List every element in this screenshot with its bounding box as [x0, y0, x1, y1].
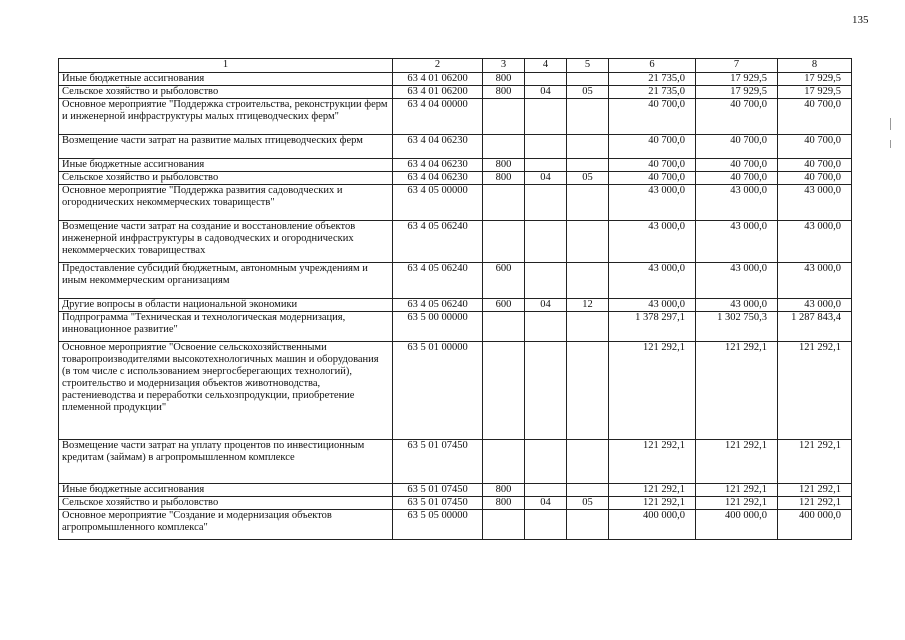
row-name: Сельское хозяйство и рыболовство — [59, 172, 393, 185]
row-v7: 43 000,0 — [696, 221, 778, 263]
row-c3 — [483, 312, 525, 342]
row-code: 63 4 01 06200 — [393, 86, 483, 99]
row-code: 63 4 05 06240 — [393, 299, 483, 312]
row-v6: 21 735,0 — [609, 86, 696, 99]
budget-table — [58, 58, 852, 540]
table-row — [59, 312, 852, 342]
header-cell: 1 — [59, 59, 393, 73]
row-c5 — [567, 135, 609, 159]
row-v8: 400 000,0 — [778, 510, 852, 540]
table-row — [59, 185, 852, 221]
row-code: 63 4 04 06230 — [393, 135, 483, 159]
row-c3: 800 — [483, 484, 525, 497]
row-name: Сельское хозяйство и рыболовство — [59, 497, 393, 510]
row-c5: 05 — [567, 86, 609, 99]
table-row — [59, 159, 852, 172]
row-v8: 17 929,5 — [778, 86, 852, 99]
row-name: Возмещение части затрат на уплату процентов по инвестиционным кредитам (займам) в агропромышленном комплексе — [59, 440, 393, 484]
table-row — [59, 484, 852, 497]
row-v6: 43 000,0 — [609, 299, 696, 312]
row-c3: 800 — [483, 159, 525, 172]
row-v6: 40 700,0 — [609, 172, 696, 185]
table-row — [59, 86, 852, 99]
row-code: 63 5 01 07450 — [393, 484, 483, 497]
row-code: 63 5 01 07450 — [393, 497, 483, 510]
row-v6: 40 700,0 — [609, 159, 696, 172]
row-c5: 05 — [567, 172, 609, 185]
row-name: Иные бюджетные ассигнования — [59, 73, 393, 86]
row-c4 — [525, 73, 567, 86]
row-c3: 800 — [483, 86, 525, 99]
row-v8: 121 292,1 — [778, 342, 852, 440]
table-row — [59, 263, 852, 299]
row-c4 — [525, 263, 567, 299]
row-v7: 40 700,0 — [696, 159, 778, 172]
table-row — [59, 510, 852, 540]
header-cell: 6 — [609, 59, 696, 73]
row-name: Иные бюджетные ассигнования — [59, 484, 393, 497]
row-c4 — [525, 135, 567, 159]
row-v7: 121 292,1 — [696, 497, 778, 510]
row-v6: 43 000,0 — [609, 185, 696, 221]
row-name: Основное мероприятие "Поддержка развития садоводческих и огороднических некоммерческих товариществ" — [59, 185, 393, 221]
row-v7: 400 000,0 — [696, 510, 778, 540]
row-c3 — [483, 440, 525, 484]
row-name: Основное мероприятие "Освоение сельскохозяйственными товаропроизводителями высокотехнологичных машин и оборудования (в том числе с использованием энергосберегающих технологий), строительство и модернизация объектов животноводства, растениеводства и переработки сельхозпродукции, приобретение племенной продукции" — [59, 342, 393, 440]
row-code: 63 5 00 00000 — [393, 312, 483, 342]
header-cell: 4 — [525, 59, 567, 73]
header-cell: 7 — [696, 59, 778, 73]
row-c4 — [525, 484, 567, 497]
table-row — [59, 99, 852, 135]
row-v8: 40 700,0 — [778, 135, 852, 159]
row-code: 63 5 05 00000 — [393, 510, 483, 540]
row-v7: 40 700,0 — [696, 99, 778, 135]
row-c4 — [525, 159, 567, 172]
row-name: Основное мероприятие "Поддержка строительства, реконструкции ферм и инженерной инфраструктуры малых птицеводческих ферм" — [59, 99, 393, 135]
row-c4: 04 — [525, 86, 567, 99]
row-v6: 43 000,0 — [609, 263, 696, 299]
row-code: 63 4 05 06240 — [393, 221, 483, 263]
row-c4 — [525, 221, 567, 263]
row-v7: 121 292,1 — [696, 484, 778, 497]
row-c5 — [567, 342, 609, 440]
row-v8: 43 000,0 — [778, 263, 852, 299]
row-v7: 43 000,0 — [696, 185, 778, 221]
row-v8: 43 000,0 — [778, 221, 852, 263]
header-cell: 2 — [393, 59, 483, 73]
row-name: Возмещение части затрат на развитие малых птицеводческих ферм — [59, 135, 393, 159]
row-code: 63 4 04 00000 — [393, 99, 483, 135]
row-c5: 05 — [567, 497, 609, 510]
row-c5 — [567, 484, 609, 497]
row-v8: 40 700,0 — [778, 172, 852, 185]
row-v7: 17 929,5 — [696, 73, 778, 86]
row-c3 — [483, 185, 525, 221]
row-v6: 121 292,1 — [609, 497, 696, 510]
row-v6: 121 292,1 — [609, 342, 696, 440]
row-c5 — [567, 221, 609, 263]
row-v8: 43 000,0 — [778, 299, 852, 312]
row-v8: 40 700,0 — [778, 159, 852, 172]
row-v6: 400 000,0 — [609, 510, 696, 540]
row-c3: 800 — [483, 497, 525, 510]
row-name: Возмещение части затрат на создание и восстановление объектов инженерной инфраструктуры в садоводческих и огороднических некоммерческих товариществах — [59, 221, 393, 263]
table-row — [59, 135, 852, 159]
row-v6: 121 292,1 — [609, 484, 696, 497]
row-c3: 600 — [483, 299, 525, 312]
row-c5 — [567, 185, 609, 221]
table-row — [59, 73, 852, 86]
row-c4: 04 — [525, 497, 567, 510]
row-c3: 800 — [483, 73, 525, 86]
row-c3 — [483, 135, 525, 159]
row-v8: 1 287 843,4 — [778, 312, 852, 342]
header-row — [59, 59, 852, 73]
row-c4 — [525, 440, 567, 484]
row-c4 — [525, 510, 567, 540]
table-row — [59, 497, 852, 510]
row-name: Иные бюджетные ассигнования — [59, 159, 393, 172]
row-code: 63 4 04 06230 — [393, 159, 483, 172]
row-c4: 04 — [525, 299, 567, 312]
row-c4: 04 — [525, 172, 567, 185]
row-v6: 21 735,0 — [609, 73, 696, 86]
row-v7: 17 929,5 — [696, 86, 778, 99]
table-row — [59, 342, 852, 440]
row-v8: 121 292,1 — [778, 484, 852, 497]
row-v7: 40 700,0 — [696, 172, 778, 185]
row-v8: 17 929,5 — [778, 73, 852, 86]
row-c5 — [567, 312, 609, 342]
row-v6: 40 700,0 — [609, 99, 696, 135]
row-c3: 800 — [483, 172, 525, 185]
table-row — [59, 221, 852, 263]
header-cell: 3 — [483, 59, 525, 73]
row-v8: 121 292,1 — [778, 440, 852, 484]
header-cell: 5 — [567, 59, 609, 73]
row-c5 — [567, 159, 609, 172]
row-name: Основное мероприятие "Создание и модернизация объектов агропромышленного комплекса" — [59, 510, 393, 540]
row-v7: 43 000,0 — [696, 263, 778, 299]
row-name: Подпрограмма "Техническая и технологическая модернизация, инновационное развитие" — [59, 312, 393, 342]
row-v8: 43 000,0 — [778, 185, 852, 221]
row-code: 63 4 04 06230 — [393, 172, 483, 185]
header-cell: 8 — [778, 59, 852, 73]
row-c5 — [567, 73, 609, 86]
row-code: 63 4 01 06200 — [393, 73, 483, 86]
row-c5 — [567, 510, 609, 540]
table-row — [59, 299, 852, 312]
row-c3 — [483, 510, 525, 540]
row-v6: 40 700,0 — [609, 135, 696, 159]
row-c4 — [525, 99, 567, 135]
row-c5 — [567, 263, 609, 299]
row-c5 — [567, 440, 609, 484]
row-v6: 43 000,0 — [609, 221, 696, 263]
row-c4 — [525, 185, 567, 221]
row-name: Сельское хозяйство и рыболовство — [59, 86, 393, 99]
row-v8: 40 700,0 — [778, 99, 852, 135]
row-c5 — [567, 99, 609, 135]
table-row — [59, 172, 852, 185]
row-v7: 121 292,1 — [696, 440, 778, 484]
page-number: 135 — [852, 14, 869, 26]
table-row — [59, 440, 852, 484]
row-name: Другие вопросы в области национальной экономики — [59, 299, 393, 312]
row-v8: 121 292,1 — [778, 497, 852, 510]
row-c4 — [525, 312, 567, 342]
row-c3 — [483, 221, 525, 263]
row-v6: 1 378 297,1 — [609, 312, 696, 342]
row-v7: 121 292,1 — [696, 342, 778, 440]
row-code: 63 4 05 06240 — [393, 263, 483, 299]
row-c5: 12 — [567, 299, 609, 312]
row-v7: 40 700,0 — [696, 135, 778, 159]
row-code: 63 5 01 07450 — [393, 440, 483, 484]
row-code: 63 4 05 00000 — [393, 185, 483, 221]
row-v7: 43 000,0 — [696, 299, 778, 312]
row-c3 — [483, 99, 525, 135]
row-c4 — [525, 342, 567, 440]
row-name: Предоставление субсидий бюджетным, автономным учреждениям и иным некоммерческим организациям — [59, 263, 393, 299]
row-c3 — [483, 342, 525, 440]
row-v6: 121 292,1 — [609, 440, 696, 484]
scan-artifact-mark — [890, 118, 891, 130]
row-v7: 1 302 750,3 — [696, 312, 778, 342]
row-code: 63 5 01 00000 — [393, 342, 483, 440]
row-c3: 600 — [483, 263, 525, 299]
scan-artifact-mark — [890, 140, 891, 148]
